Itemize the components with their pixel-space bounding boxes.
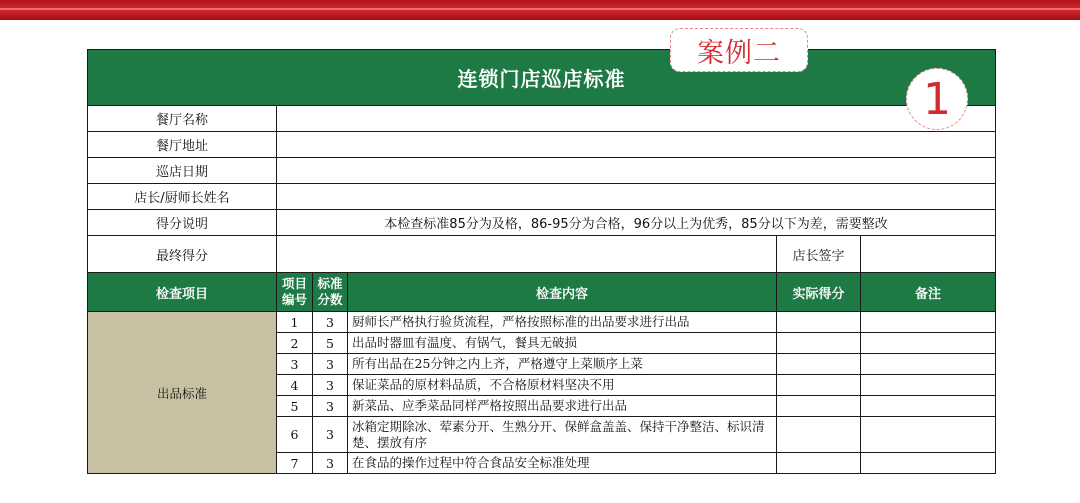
actual-score-field[interactable] xyxy=(777,396,861,417)
remarks-field[interactable] xyxy=(861,453,996,474)
item-no: 7 xyxy=(277,453,313,474)
item-score: 3 xyxy=(313,312,348,333)
item-no: 2 xyxy=(277,333,313,354)
item-score: 3 xyxy=(313,417,348,453)
item-no: 4 xyxy=(277,375,313,396)
signature-label: 店长签字 xyxy=(777,236,861,273)
item-content: 冰箱定期除冰、荤素分开、生熟分开、保鲜盒盖盖、保持干净整洁、标识清楚、摆放有序 xyxy=(348,417,777,453)
info-row-name xyxy=(88,106,996,132)
item-no: 1 xyxy=(277,312,313,333)
inspection-date-field[interactable] xyxy=(277,158,996,184)
score-description-row xyxy=(88,210,996,236)
number-badge: 1 xyxy=(906,68,968,130)
remarks-field[interactable] xyxy=(861,375,996,396)
final-score-field[interactable] xyxy=(277,236,777,273)
item-score: 5 xyxy=(313,333,348,354)
restaurant-name-field[interactable] xyxy=(277,106,996,132)
remarks-field[interactable] xyxy=(861,333,996,354)
score-description-text: 本检查标准85分为及格，86-95分为合格，96分以上为优秀，85分以下为差，需要整改 xyxy=(277,210,996,236)
header-check-item: 检查项目 xyxy=(88,273,277,312)
signature-field[interactable] xyxy=(861,236,996,273)
actual-score-field[interactable] xyxy=(777,354,861,375)
header-remarks: 备注 xyxy=(861,273,996,312)
actual-score-field[interactable] xyxy=(777,333,861,354)
column-header-row xyxy=(88,273,996,312)
restaurant-name-label: 餐厅名称 xyxy=(88,106,277,132)
info-row-address xyxy=(88,132,996,158)
item-content: 新菜品、应季菜品同样严格按照出品要求进行出品 xyxy=(348,396,777,417)
restaurant-address-field[interactable] xyxy=(277,132,996,158)
actual-score-field[interactable] xyxy=(777,417,861,453)
item-no: 6 xyxy=(277,417,313,453)
item-content: 所有出品在25分钟之内上齐，严格遵守上菜顺序上菜 xyxy=(348,354,777,375)
actual-score-field[interactable] xyxy=(777,375,861,396)
header-std-score: 标准分数 xyxy=(313,273,348,312)
table-row xyxy=(88,312,996,333)
top-decorative-bar xyxy=(0,0,1080,20)
info-row-date xyxy=(88,158,996,184)
actual-score-field[interactable] xyxy=(777,312,861,333)
item-no: 5 xyxy=(277,396,313,417)
final-score-label: 最终得分 xyxy=(88,236,277,273)
remarks-field[interactable] xyxy=(861,417,996,453)
title-row xyxy=(88,50,996,106)
score-description-label: 得分说明 xyxy=(88,210,277,236)
item-score: 3 xyxy=(313,396,348,417)
item-score: 3 xyxy=(313,354,348,375)
item-score: 3 xyxy=(313,453,348,474)
item-no: 3 xyxy=(277,354,313,375)
remarks-field[interactable] xyxy=(861,312,996,333)
info-row-manager xyxy=(88,184,996,210)
item-content: 保证菜品的原材料品质，不合格原材料坚决不用 xyxy=(348,375,777,396)
item-content: 厨师长严格执行验货流程，严格按照标准的出品要求进行出品 xyxy=(348,312,777,333)
inspection-table xyxy=(87,49,996,474)
header-item-no: 项目编号 xyxy=(277,273,313,312)
actual-score-field[interactable] xyxy=(777,453,861,474)
final-score-row xyxy=(88,236,996,273)
item-score: 3 xyxy=(313,375,348,396)
manager-name-field[interactable] xyxy=(277,184,996,210)
header-actual-score: 实际得分 xyxy=(777,273,861,312)
restaurant-address-label: 餐厅地址 xyxy=(88,132,277,158)
item-content: 在食品的操作过程中符合食品安全标准处理 xyxy=(348,453,777,474)
item-content: 出品时器皿有温度、有锅气，餐具无破损 xyxy=(348,333,777,354)
inspection-date-label: 巡店日期 xyxy=(88,158,277,184)
remarks-field[interactable] xyxy=(861,354,996,375)
category-cell: 出品标准 xyxy=(88,312,277,474)
table-title: 连锁门店巡店标准 xyxy=(88,50,996,106)
header-content: 检查内容 xyxy=(348,273,777,312)
remarks-field[interactable] xyxy=(861,396,996,417)
manager-name-label: 店长/厨师长姓名 xyxy=(88,184,277,210)
case-label-badge: 案例二 xyxy=(670,28,808,72)
